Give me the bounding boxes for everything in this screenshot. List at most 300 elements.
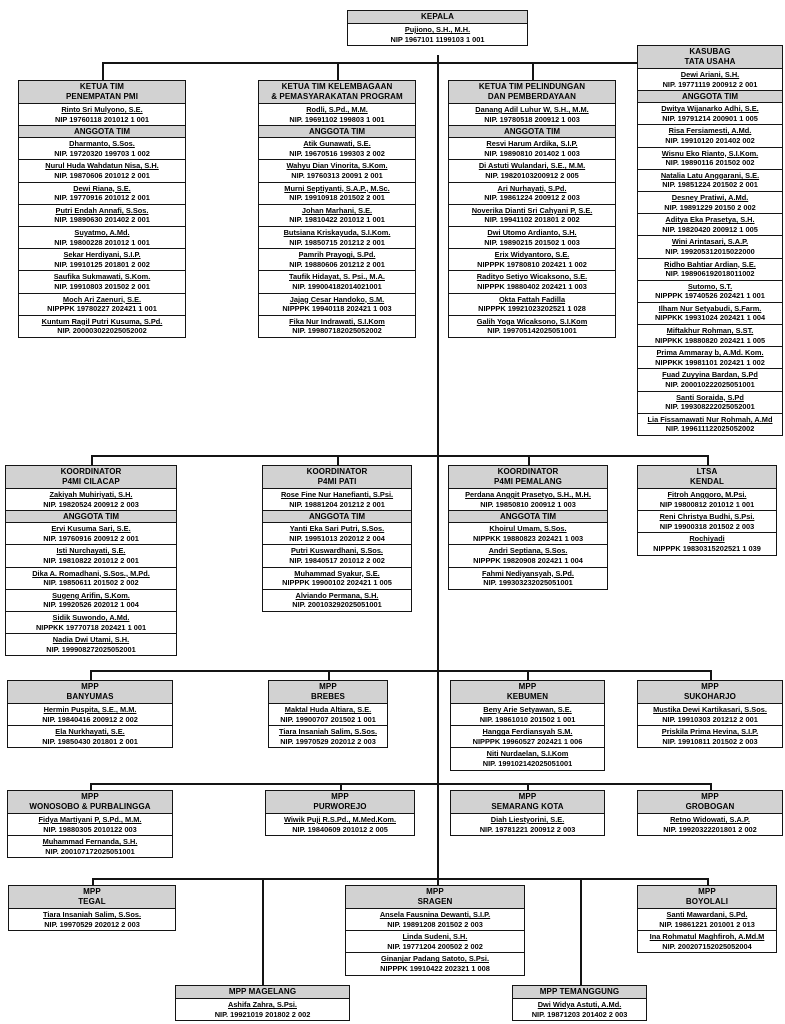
leader-cell xyxy=(449,489,607,511)
box-title-line: KETUA TIM PELINDUNGAN xyxy=(478,82,586,91)
person-nip: NIP. 199004182014021001 xyxy=(292,281,382,291)
org-box-mpp-magelang xyxy=(175,985,350,1021)
box-title xyxy=(638,886,776,909)
org-box-ketua-tim-pelindungan xyxy=(448,80,616,338)
person-nip: NIP. 199807182025052002 xyxy=(292,326,382,336)
member-cell xyxy=(8,704,172,726)
person-nip: NIPPKK 19770718 202421 1 001 xyxy=(35,622,147,632)
person-name: Wini Arintasari, S.A.P. xyxy=(671,237,749,247)
person-name: Ilham Nur Setyabudi, S.Farm. xyxy=(658,303,762,313)
box-title xyxy=(451,791,604,814)
box-title-line: MPP xyxy=(319,682,337,691)
person-name: Hermin Puspita, S.E., M.M. xyxy=(43,705,137,714)
member-cell xyxy=(263,568,411,590)
person-nip: NIP. 19780518 200912 1 003 xyxy=(484,114,580,124)
box-title-line: BOYOLALI xyxy=(685,897,729,906)
box-title-line: MPP xyxy=(83,887,101,896)
org-box-mpp-grobogan xyxy=(637,790,783,836)
member-cell xyxy=(346,953,524,974)
connector-drop-kelembagaan xyxy=(337,62,339,80)
person-nip: NIP. 199308222025052001 xyxy=(665,402,755,412)
member-cell xyxy=(638,325,782,347)
member-cell xyxy=(638,347,782,369)
member-cell xyxy=(451,704,604,726)
person-name: Risa Fersiamesti, A.Md. xyxy=(668,126,752,136)
member-cell xyxy=(449,523,607,545)
connector-drop-tegal xyxy=(92,878,94,885)
person-name: Kuntum Ragil Putri Kusuma, S.Pd. xyxy=(41,316,163,326)
person-name: Rochiyadi xyxy=(689,534,725,544)
member-cell xyxy=(638,259,782,281)
person-nip: NIP. 19891208 201502 2 003 xyxy=(387,919,483,929)
person-name: Hangga Ferdiansyah S.M. xyxy=(482,727,573,737)
person-nip: NIP. 200103292025051001 xyxy=(292,600,382,610)
person-nip: NIP. 19891229 20150 2 002 xyxy=(664,202,756,212)
box-title xyxy=(348,11,527,24)
person-nip: NIP. 19720320 199703 1 002 xyxy=(54,148,150,158)
person-nip: NIP. 19890215 201502 1 003 xyxy=(484,237,580,247)
member-cell xyxy=(638,814,782,835)
member-cell xyxy=(6,523,176,545)
anggota-tim-bar: ANGGOTA TIM xyxy=(259,126,415,138)
member-cell xyxy=(346,931,524,953)
anggota-tim-bar: ANGGOTA TIM xyxy=(19,126,185,138)
member-cell xyxy=(19,160,185,182)
connector-drop-boyolali xyxy=(707,878,709,885)
box-title-line: MPP xyxy=(81,682,99,691)
person-name: Moch Ari Zaenuri, S.E. xyxy=(62,294,142,304)
member-cell xyxy=(638,533,776,554)
person-name: Pujiono, S.H., M.H. xyxy=(404,25,471,34)
org-box-koordinator-p4mi-cilacap xyxy=(5,465,177,656)
connector-level3-horizontal xyxy=(91,455,708,457)
person-nip: NIP. 200010222025051001 xyxy=(665,380,755,390)
person-name: Desney Pratiwi, A.Md. xyxy=(671,192,749,202)
person-name: Di Astuti Wulandari, S.E., M.M. xyxy=(478,161,586,171)
box-title xyxy=(269,681,387,704)
member-cell xyxy=(19,294,185,316)
person-nip: NIP. 199205312015022000 xyxy=(665,246,755,256)
person-nip: NIP 19760118 201012 1 001 xyxy=(55,114,149,124)
box-title xyxy=(638,791,782,814)
member-cell xyxy=(449,545,607,567)
member-cell xyxy=(19,183,185,205)
connector-trunk-vertical xyxy=(437,55,439,885)
member-cell xyxy=(451,726,604,748)
box-title xyxy=(638,466,776,489)
member-cell xyxy=(638,726,782,747)
box-title xyxy=(638,681,782,704)
person-nip: NIPPPK 19910422 202321 1 008 xyxy=(380,963,490,973)
person-nip: NIP. 19670516 199303 2 002 xyxy=(289,148,385,158)
org-box-koordinator-p4mi-pemalang xyxy=(448,465,608,590)
org-box-mpp-sragen xyxy=(345,885,525,976)
person-nip: NIP. 200107172025051001 xyxy=(45,846,135,856)
org-box-mpp-sukoharjo xyxy=(637,680,783,748)
person-name: Fuad Zuyyina Bardan, S.Pd xyxy=(662,370,758,380)
member-cell xyxy=(259,294,415,316)
person-name: Suyatmo, A.Md. xyxy=(74,227,130,237)
leader-cell xyxy=(348,24,527,45)
person-name: Resvi Harum Ardika, S.I.P. xyxy=(486,139,578,149)
org-box-mpp-tegal xyxy=(8,885,176,931)
person-name: Radityo Setiyo Wicaksono, S.E. xyxy=(476,272,588,282)
person-name: Dwitya Wijanarko Adhi, S.E. xyxy=(661,104,759,114)
connector-drop-pati xyxy=(337,455,339,465)
member-cell xyxy=(449,316,615,337)
connector-drop-magelang xyxy=(262,878,264,985)
person-name: Dewi Ariani, S.H. xyxy=(680,70,740,79)
person-name: Zakiyah Muhiriyati, S.H. xyxy=(49,490,133,499)
box-title-line: PURWOREJO xyxy=(313,802,367,811)
person-nip: NIP. 19840609 201012 2 005 xyxy=(292,824,388,834)
person-name: Dharmanto, S.Sos. xyxy=(69,139,135,149)
box-title xyxy=(513,986,646,999)
person-name: Diah Liestyorini, S.E. xyxy=(490,815,565,824)
box-title-line: MPP xyxy=(81,792,99,801)
member-cell xyxy=(638,281,782,303)
box-title-line: LTSA xyxy=(696,467,718,476)
person-name: Ashifa Zahra, S.Psi. xyxy=(227,1000,297,1009)
box-title-line: SRAGEN xyxy=(417,897,453,906)
box-title-line: MPP MAGELANG xyxy=(228,987,297,996)
member-cell xyxy=(451,748,604,769)
person-name: Alviando Permana, S.H. xyxy=(295,590,379,600)
member-cell xyxy=(449,138,615,160)
person-nip: NIP. 19850810 200912 1 003 xyxy=(480,499,576,509)
person-name: Erix Widyantoro, S.E. xyxy=(494,250,570,260)
person-name: Sugeng Arifin, S.Kom. xyxy=(52,590,130,600)
person-name: Sekar Herdiyani, S.I.P. xyxy=(63,250,141,260)
box-title-line: GROBOGAN xyxy=(685,802,735,811)
person-name: Putri Endah Annafi, S.Sos. xyxy=(55,205,149,215)
person-name: Ela Nurkhayati, S.E. xyxy=(55,727,125,737)
org-box-mpp-wonosobo-purbalingga xyxy=(7,790,173,858)
connector-drop-purworejo xyxy=(340,783,342,790)
box-title-line: KOORDINATOR xyxy=(497,467,559,476)
person-nip: NIP. 19840517 201012 2 002 xyxy=(289,555,385,565)
person-name: Santi Soraida, S.Pd xyxy=(676,392,744,402)
person-name: Pamrih Prayogi, S.Pd. xyxy=(298,250,376,260)
person-name: Ridho Bahtiar Ardian, S.E. xyxy=(664,259,756,269)
person-nip: NIPPPK 19780227 202421 1 001 xyxy=(47,304,157,314)
person-nip: NIP. 199303232025051001 xyxy=(483,578,573,588)
person-name: Perdana Anggit Prasetyo, S.H., M.H. xyxy=(465,490,591,499)
member-cell xyxy=(638,214,782,236)
person-name: Ari Nurhayati, S.Pd. xyxy=(497,183,567,193)
box-title xyxy=(266,791,414,814)
member-cell xyxy=(19,205,185,227)
leader-cell xyxy=(259,104,415,126)
person-nip: NIP. 19850611 201502 2 002 xyxy=(43,578,139,588)
member-cell xyxy=(449,183,615,205)
leader-cell xyxy=(19,104,185,126)
person-nip: NIP. 19920322201801 2 002 xyxy=(663,824,757,834)
person-name: Dika A. Romadhani, S.Sos., M.Pd. xyxy=(32,568,150,578)
connector-level4-horizontal xyxy=(90,670,712,672)
person-name: Ina Rohmatul Maghfiroh, A.Md.M xyxy=(649,932,765,942)
member-cell xyxy=(449,568,607,589)
person-name: Jajag Cesar Handoko, S.M. xyxy=(289,294,385,304)
connector-drop-cilacap xyxy=(91,455,93,465)
box-title xyxy=(638,46,782,69)
member-cell xyxy=(449,227,615,249)
org-box-kasubag-tata-usaha xyxy=(637,45,783,436)
connector-drop-sukoharjo xyxy=(710,670,712,680)
person-name: Mustika Dewi Kartikasari, S.Sos. xyxy=(653,705,767,714)
person-name: Wiwik Puji R.S.Pd., M.Med.Kom. xyxy=(283,815,397,824)
member-cell xyxy=(8,836,172,857)
member-cell xyxy=(638,489,776,511)
box-title-line: MPP xyxy=(701,682,719,691)
box-title-line: KEBUMEN xyxy=(506,692,549,701)
person-name: Ervi Kusuma Sari, S.E. xyxy=(51,524,131,534)
member-cell xyxy=(259,271,415,293)
person-name: Lia Fissamawati Nur Rohmah, A.Md xyxy=(647,414,773,424)
member-cell xyxy=(638,148,782,170)
person-nip: NIP. 19910811 201502 2 003 xyxy=(662,736,758,746)
connector-drop-temanggung xyxy=(580,878,582,985)
person-name: Yanti Eka Sari Putri, S.Sos. xyxy=(289,524,385,534)
person-name: Fika Nur Indrawati, S.I.Kom xyxy=(289,316,385,326)
person-nip: NIP. 19970529 202012 2 003 xyxy=(280,736,376,746)
person-nip: NIP. 19900707 201502 1 001 xyxy=(280,714,376,724)
connector-level2-horizontal xyxy=(102,62,638,64)
box-title-line: KOORDINATOR xyxy=(60,467,122,476)
box-title-line: KOORDINATOR xyxy=(306,467,368,476)
member-cell xyxy=(346,909,524,931)
person-nip: NIP. 19890116 201502 002 xyxy=(665,158,755,168)
person-name: Khoirul Umam, S.Sos. xyxy=(489,524,567,534)
person-nip: NIP. 19691102 199803 1 001 xyxy=(289,114,385,124)
org-box-kepala xyxy=(347,10,528,46)
person-nip: NIP. 19770916 201012 2 001 xyxy=(54,193,150,203)
person-nip: NIP. 19970529 202012 2 003 xyxy=(44,919,140,929)
box-title-line: PENEMPATAN PMI xyxy=(65,92,139,101)
member-cell xyxy=(638,369,782,391)
connector-drop-penempatan xyxy=(102,62,104,80)
person-name: Danang Adil Luhur W, S.H., M.M. xyxy=(475,105,589,114)
box-title xyxy=(9,886,175,909)
member-cell xyxy=(263,523,411,545)
box-title-line: SEMARANG KOTA xyxy=(491,802,564,811)
org-box-ltsa-kendal xyxy=(637,465,777,556)
person-name: Muhammad Fernanda, S.H. xyxy=(42,837,138,847)
person-nip: NIPPPK 19921023202521 1 028 xyxy=(478,304,586,314)
org-box-mpp-kebumen xyxy=(450,680,605,771)
member-cell xyxy=(9,909,175,930)
person-nip: NIPPPK 19820908 202421 1 004 xyxy=(473,555,583,565)
person-name: Sutomo, S.T. xyxy=(687,281,733,291)
box-title xyxy=(8,791,172,814)
person-nip: NIP. 19881204 201212 2 001 xyxy=(289,499,385,509)
person-nip: NIP. 19910918 201502 2 001 xyxy=(289,193,385,203)
member-cell xyxy=(6,634,176,655)
leader-cell xyxy=(449,104,615,126)
person-nip: NIP. 200003022025052002 xyxy=(57,326,147,336)
connector-drop-banyumas xyxy=(90,670,92,680)
member-cell xyxy=(259,183,415,205)
person-nip: NIP. 19921019 201802 2 002 xyxy=(214,1009,311,1019)
member-cell xyxy=(19,271,185,293)
member-cell xyxy=(259,138,415,160)
person-name: Rose Fine Nur Hanefianti, S.Psi. xyxy=(280,490,394,499)
connector-level5-horizontal xyxy=(90,783,711,785)
connector-drop-brebes xyxy=(328,670,330,680)
member-cell xyxy=(638,103,782,125)
person-nip: NIP. 19760313 20091 2 001 xyxy=(291,170,383,180)
person-name: Prima Ammaray b, A.Md. Kom. xyxy=(656,348,764,358)
person-nip: NIP 1967101 1199103 1 001 xyxy=(390,34,485,44)
box-title-line: MPP xyxy=(698,887,716,896)
member-cell xyxy=(449,249,615,271)
person-nip: NIPPKK 19880820 202421 1 005 xyxy=(654,335,766,345)
person-nip: NIPPPK 19830315202521 1 039 xyxy=(653,543,761,553)
member-cell xyxy=(19,249,185,271)
person-nip: NIP. 199102142025051001 xyxy=(482,758,573,768)
person-nip: NIP. 19920526 202012 1 004 xyxy=(43,600,139,610)
box-title xyxy=(8,681,172,704)
member-cell xyxy=(259,316,415,337)
org-box-mpp-boyolali xyxy=(637,885,777,953)
box-title xyxy=(451,681,604,704)
person-nip: NIP. 19910120 201402 002 xyxy=(665,135,755,145)
member-cell xyxy=(449,205,615,227)
member-cell xyxy=(513,999,646,1020)
person-nip: NIP. 199908272025052001 xyxy=(46,644,136,654)
org-box-ketua-tim-kelembagaan xyxy=(258,80,416,338)
person-nip: NIP. 19820420 200912 1 005 xyxy=(662,224,758,234)
member-cell xyxy=(638,704,782,726)
person-nip: NIPPPK 19880402 202421 1 003 xyxy=(477,281,587,291)
member-cell xyxy=(449,160,615,182)
person-nip: NIP. 19890810 201402 1 003 xyxy=(484,148,580,158)
person-nip: NIPPPK 19940118 202421 1 003 xyxy=(282,304,392,314)
member-cell xyxy=(8,726,172,747)
person-name: Wahyu Dian Vinorita, S.Kom. xyxy=(286,161,388,171)
person-name: Murni Septiyanti, S.A.P., M.Sc. xyxy=(284,183,390,193)
person-name: Wisnu Eko Rianto, S.I.Kom. xyxy=(661,148,759,158)
person-name: Linda Sudeni, S.H. xyxy=(402,932,468,942)
person-name: Dwi Widya Astuti, A.Md. xyxy=(537,1000,622,1009)
box-title-line: KETUA TIM KELEMBAGAAN xyxy=(281,82,393,91)
connector-level6-horizontal xyxy=(92,878,708,880)
person-nip: NIP. 19880305 2010122 003 xyxy=(43,824,137,834)
person-nip: NIP. 19800228 201012 1 001 xyxy=(54,237,150,247)
person-name: Andri Septiana, S.Sos. xyxy=(488,546,568,556)
box-title-line: BANYUMAS xyxy=(66,692,114,701)
person-name: Reni Christya Budhi, S.Psi. xyxy=(659,512,755,522)
member-cell xyxy=(638,170,782,192)
leader-cell xyxy=(638,69,782,91)
person-name: Retno Widowati, S.A.P. xyxy=(670,815,750,824)
connector-drop-pemalang xyxy=(528,455,530,465)
person-nip: NIPPPK 19960527 202421 1 006 xyxy=(472,736,583,746)
person-nip: NIP. 198906192018011002 xyxy=(665,269,755,279)
person-name: Fidya Martiyani P, S.Pd., M.M. xyxy=(38,815,142,824)
person-name: Beny Arie Setyawan, S.E. xyxy=(483,705,572,714)
person-nip: NIP. 19861010 201502 1 001 xyxy=(479,714,576,724)
box-title-line: KEPALA xyxy=(421,12,454,21)
person-nip: NIP. 19910125 201801 2 002 xyxy=(54,259,150,269)
person-nip: NIPPKK 19981101 202421 1 002 xyxy=(655,357,765,367)
person-nip: NIP. 19760916 200912 2 001 xyxy=(43,533,139,543)
member-cell xyxy=(451,814,604,835)
person-nip: NIP. 19910803 201502 2 001 xyxy=(54,281,150,291)
box-title-line: MPP xyxy=(701,792,719,801)
box-title-line: WONOSOBO & PURBALINGGA xyxy=(29,802,151,811)
person-nip: NIP. 19941102 201801 2 002 xyxy=(484,215,580,225)
person-nip: NIP. 19951013 202012 2 004 xyxy=(289,533,385,543)
org-box-ketua-tim-penempatan-pmi xyxy=(18,80,186,338)
member-cell xyxy=(259,205,415,227)
person-nip: NIPPPK 19780810 202421 1 002 xyxy=(477,259,587,269)
person-name: Ansela Fausnina Dewanti, S.I.P. xyxy=(379,910,491,919)
member-cell xyxy=(449,271,615,293)
connector-drop-grobogan xyxy=(710,783,712,790)
person-name: Miftakhur Rohman, S.ST. xyxy=(666,326,754,336)
person-name: Fahmi Nediyansyah, S.Pd. xyxy=(481,568,574,578)
box-title-line: & PEMASYARAKATAN PROGRAM xyxy=(271,92,403,101)
member-cell xyxy=(638,511,776,533)
person-nip: NIPPPK 19900102 202421 1 005 xyxy=(282,578,392,588)
person-nip: NIP. 19861221 201001 2 013 xyxy=(659,919,755,929)
person-nip: NIP 19900318 201502 2 003 xyxy=(659,521,755,531)
org-box-mpp-purworejo xyxy=(265,790,415,836)
person-name: Maktal Huda Altiara, S.E. xyxy=(284,705,372,714)
box-title-line: KENDAL xyxy=(690,477,724,486)
member-cell xyxy=(638,392,782,414)
person-nip: NIP. 19791214 200901 1 005 xyxy=(662,113,758,123)
person-name: Niti Nurdaelan, S.I.Kom xyxy=(486,749,569,759)
person-name: Rinto Sri Mulyono, S.E. xyxy=(61,105,143,114)
member-cell xyxy=(638,125,782,147)
member-cell xyxy=(638,236,782,258)
person-name: Atik Gunawati, S.E. xyxy=(303,139,371,149)
box-title-line: SUKOHARJO xyxy=(683,692,737,701)
member-cell xyxy=(266,814,414,835)
box-title xyxy=(6,466,176,489)
anggota-tim-bar: ANGGOTA TIM xyxy=(263,511,411,523)
person-nip: NIP. 19850715 201212 2 001 xyxy=(289,237,385,247)
person-name: Isti Nurchayati, S.E. xyxy=(56,546,126,556)
person-name: Aditya Eka Prasetya, S.H. xyxy=(665,215,755,225)
org-box-mpp-temanggung xyxy=(512,985,647,1021)
connector-drop-semarang-kota xyxy=(527,783,529,790)
person-name: Noverika Dianti Sri Cahyani P, S.E. xyxy=(471,205,593,215)
member-cell xyxy=(259,160,415,182)
person-name: Okta Fattah Fadilla xyxy=(498,294,566,304)
box-title-line: TATA USAHA xyxy=(684,57,736,66)
person-name: Priskila Prima Hevina, S.I.P. xyxy=(661,727,759,737)
person-nip: NIP. 200207152025052004 xyxy=(662,941,752,951)
person-nip: NIPPKK 19880823 202421 1 003 xyxy=(472,533,584,543)
box-title xyxy=(346,886,524,909)
member-cell xyxy=(259,227,415,249)
box-title xyxy=(19,81,185,104)
person-nip: NIP. 19910303 201212 2 001 xyxy=(662,714,758,724)
person-name: Natalia Latu Anggarani, S.E. xyxy=(660,170,760,180)
person-nip: NIP. 19820103200912 2 005 xyxy=(485,170,579,180)
connector-drop-wonosobo xyxy=(90,783,92,790)
connector-drop-pelindungan xyxy=(532,62,534,80)
person-name: Putri Kuswardhani, S.Sos. xyxy=(291,546,383,556)
anggota-tim-bar: ANGGOTA TIM xyxy=(638,91,782,103)
box-title-line: KASUBAG xyxy=(689,47,731,56)
person-name: Santi Mawardani, S.Pd. xyxy=(666,910,748,919)
box-title xyxy=(263,466,411,489)
org-box-mpp-brebes xyxy=(268,680,388,748)
